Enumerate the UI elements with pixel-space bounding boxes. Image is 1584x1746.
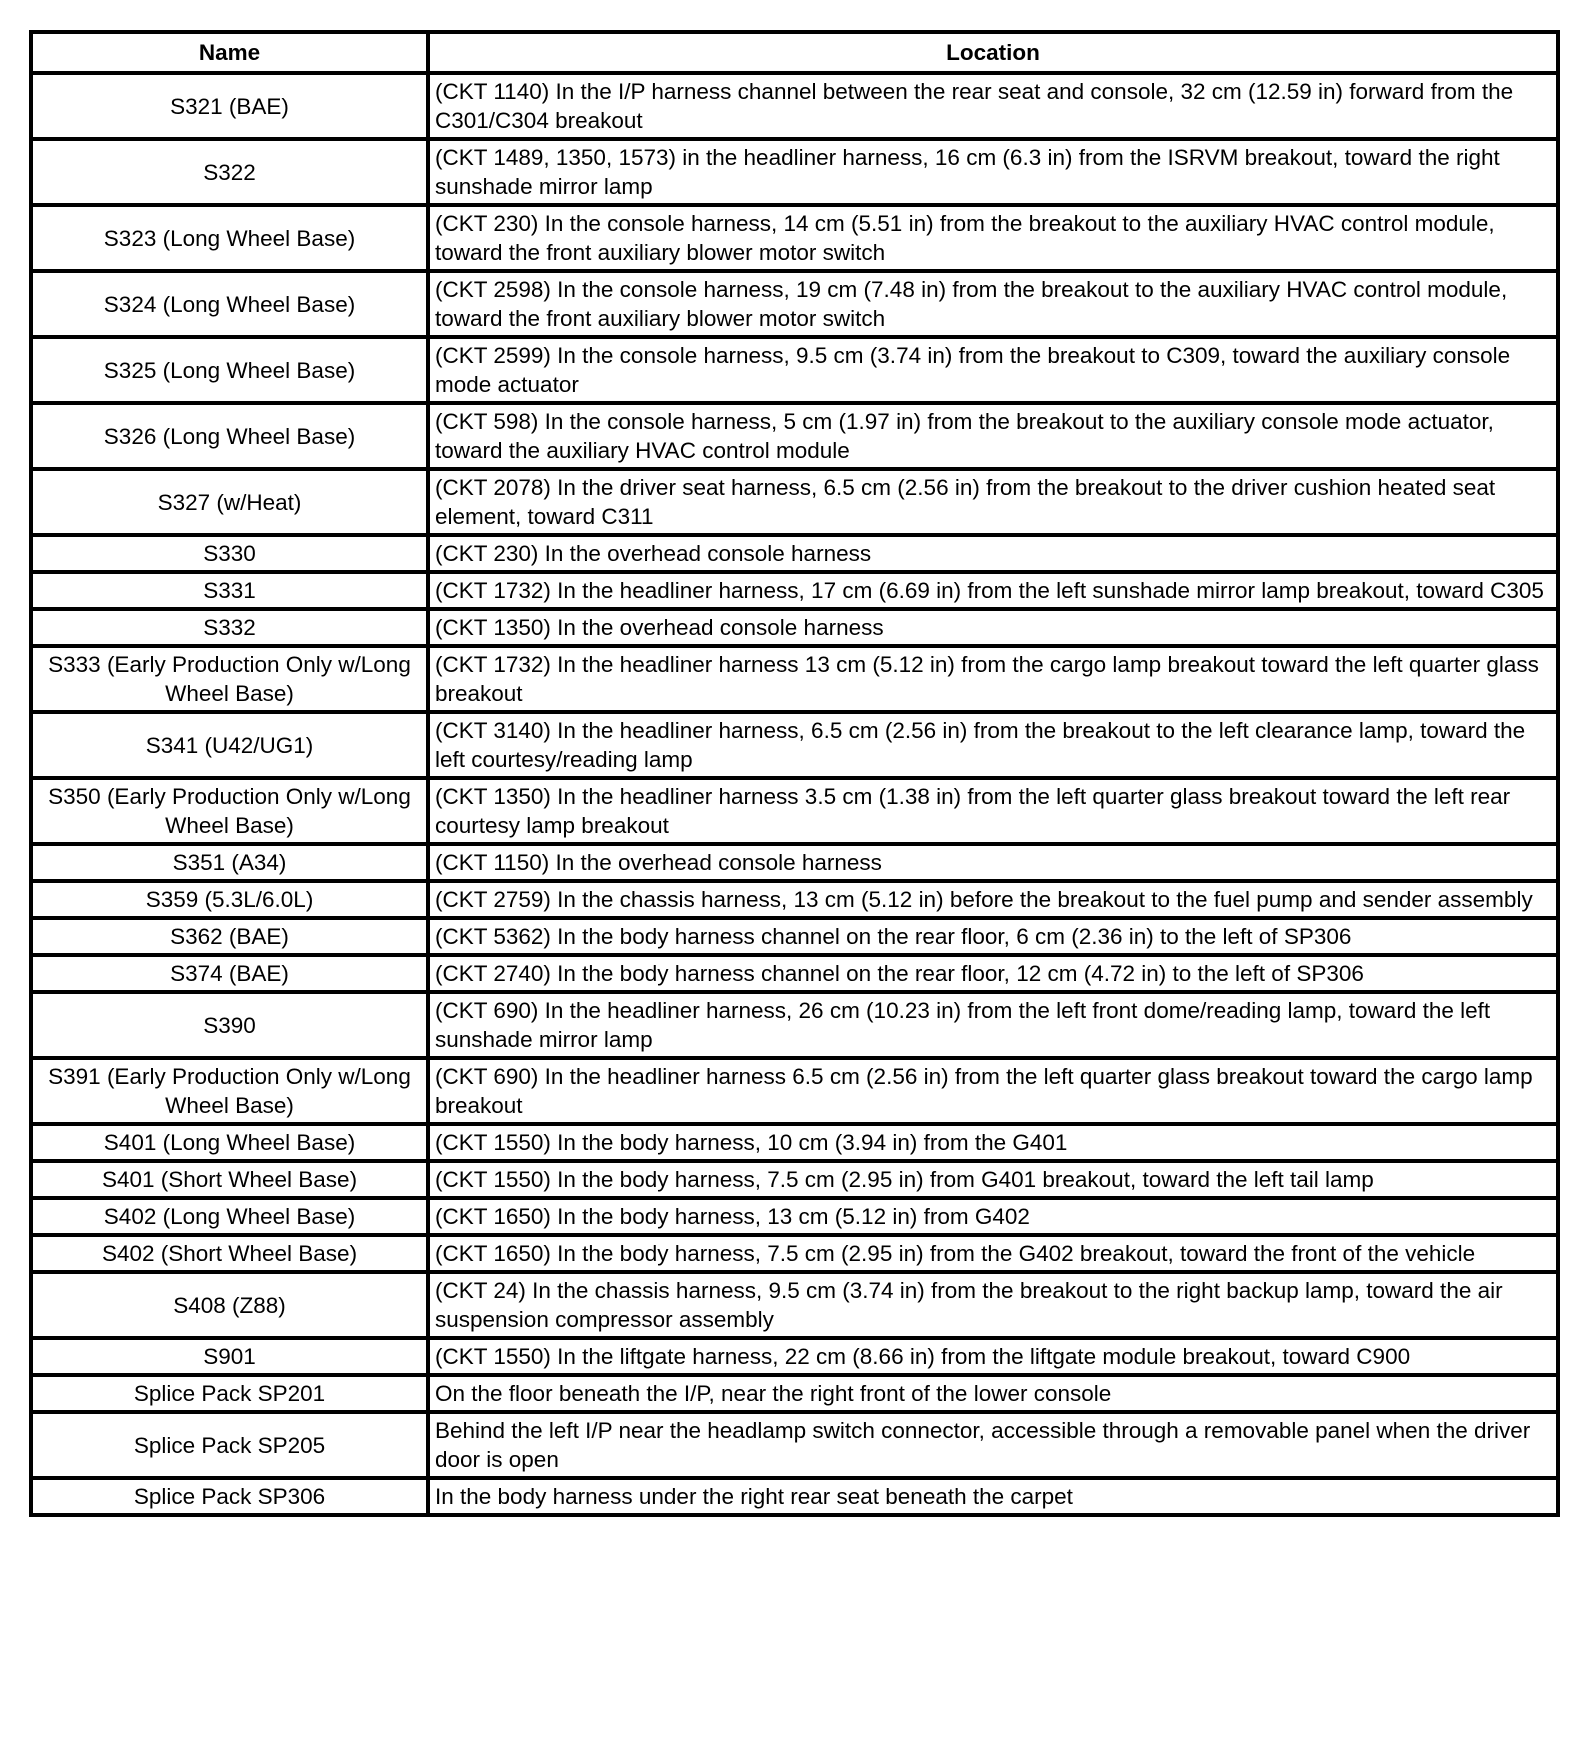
splice-name-cell: S401 (Long Wheel Base) — [31, 1124, 428, 1161]
splice-location-cell: (CKT 2078) In the driver seat harness, 6.5 cm (2.56 in) from the breakout to the driver cushion heated seat element, toward C311 — [428, 469, 1558, 535]
location-column-header: Location — [428, 32, 1558, 73]
splice-name-cell: S408 (Z88) — [31, 1272, 428, 1338]
table-row — [31, 1412, 1558, 1478]
table-row — [31, 646, 1558, 712]
table-row — [31, 1198, 1558, 1235]
splice-name-cell: S326 (Long Wheel Base) — [31, 403, 428, 469]
table-row — [31, 844, 1558, 881]
splice-location-cell: (CKT 1150) In the overhead console harness — [428, 844, 1558, 881]
table-row — [31, 1338, 1558, 1375]
splice-name-cell: Splice Pack SP306 — [31, 1478, 428, 1515]
splice-location-cell: (CKT 230) In the overhead console harness — [428, 535, 1558, 572]
splice-location-cell: (CKT 1732) In the headliner harness 13 cm (5.12 in) from the cargo lamp breakout toward the left quarter glass breakout — [428, 646, 1558, 712]
splice-location-cell: (CKT 3140) In the headliner harness, 6.5 cm (2.56 in) from the breakout to the left clearance lamp, toward the left courtesy/reading lamp — [428, 712, 1558, 778]
splice-name-cell: S323 (Long Wheel Base) — [31, 205, 428, 271]
splice-name-cell: S391 (Early Production Only w/Long Wheel Base) — [31, 1058, 428, 1124]
splice-name-cell: S374 (BAE) — [31, 955, 428, 992]
splice-location-table — [29, 30, 1560, 1517]
splice-name-cell: S331 — [31, 572, 428, 609]
name-column-header: Name — [31, 32, 428, 73]
splice-location-cell: (CKT 1650) In the body harness, 13 cm (5.12 in) from G402 — [428, 1198, 1558, 1235]
splice-location-cell: (CKT 1489, 1350, 1573) in the headliner harness, 16 cm (6.3 in) from the ISRVM breakout, toward the right sunshade mirror lamp — [428, 139, 1558, 205]
splice-name-cell: S390 — [31, 992, 428, 1058]
table-row — [31, 73, 1558, 139]
splice-location-cell: Behind the left I/P near the headlamp switch connector, accessible through a removable panel when the driver door is open — [428, 1412, 1558, 1478]
splice-location-cell: (CKT 230) In the console harness, 14 cm (5.51 in) from the breakout to the auxiliary HVAC control module, toward the front auxiliary blower motor switch — [428, 205, 1558, 271]
splice-location-cell: (CKT 1732) In the headliner harness, 17 cm (6.69 in) from the left sunshade mirror lamp breakout, toward C305 — [428, 572, 1558, 609]
splice-location-cell: (CKT 5362) In the body harness channel on the rear floor, 6 cm (2.36 in) to the left of SP306 — [428, 918, 1558, 955]
table-row — [31, 535, 1558, 572]
table-row — [31, 609, 1558, 646]
splice-location-cell: (CKT 598) In the console harness, 5 cm (1.97 in) from the breakout to the auxiliary console mode actuator, toward the auxiliary HVAC control module — [428, 403, 1558, 469]
table-header-row — [31, 32, 1558, 73]
table-row — [31, 1124, 1558, 1161]
table-row — [31, 337, 1558, 403]
splice-location-cell: (CKT 1550) In the body harness, 7.5 cm (2.95 in) from G401 breakout, toward the left tail lamp — [428, 1161, 1558, 1198]
table-row — [31, 469, 1558, 535]
splice-name-cell: S324 (Long Wheel Base) — [31, 271, 428, 337]
splice-name-cell: Splice Pack SP201 — [31, 1375, 428, 1412]
splice-location-cell: (CKT 2759) In the chassis harness, 13 cm (5.12 in) before the breakout to the fuel pump and sender assembly — [428, 881, 1558, 918]
splice-name-cell: S327 (w/Heat) — [31, 469, 428, 535]
table-row — [31, 712, 1558, 778]
table-row — [31, 403, 1558, 469]
table-row — [31, 918, 1558, 955]
table-row — [31, 572, 1558, 609]
table-row — [31, 1058, 1558, 1124]
splice-name-cell: S325 (Long Wheel Base) — [31, 337, 428, 403]
table-row — [31, 1478, 1558, 1515]
splice-name-cell: S351 (A34) — [31, 844, 428, 881]
splice-name-cell: S321 (BAE) — [31, 73, 428, 139]
splice-name-cell: S901 — [31, 1338, 428, 1375]
splice-location-cell: (CKT 2599) In the console harness, 9.5 cm (3.74 in) from the breakout to C309, toward the auxiliary console mode actuator — [428, 337, 1558, 403]
splice-name-cell: S401 (Short Wheel Base) — [31, 1161, 428, 1198]
splice-location-cell: (CKT 1140) In the I/P harness channel between the rear seat and console, 32 cm (12.59 in) forward from the C301/C304 breakout — [428, 73, 1558, 139]
splice-location-cell: (CKT 690) In the headliner harness, 26 cm (10.23 in) from the left front dome/reading lamp, toward the left sunshade mirror lamp — [428, 992, 1558, 1058]
splice-location-cell: (CKT 2598) In the console harness, 19 cm (7.48 in) from the breakout to the auxiliary HVAC control module, toward the front auxiliary blower motor switch — [428, 271, 1558, 337]
splice-location-cell: (CKT 1350) In the overhead console harness — [428, 609, 1558, 646]
table-row — [31, 1272, 1558, 1338]
table-row — [31, 778, 1558, 844]
table-row — [31, 1161, 1558, 1198]
table-row — [31, 881, 1558, 918]
table-row — [31, 271, 1558, 337]
table-row — [31, 1375, 1558, 1412]
splice-name-cell: S362 (BAE) — [31, 918, 428, 955]
table-row — [31, 1235, 1558, 1272]
splice-name-cell: S333 (Early Production Only w/Long Wheel Base) — [31, 646, 428, 712]
splice-name-cell: S332 — [31, 609, 428, 646]
splice-location-cell: In the body harness under the right rear seat beneath the carpet — [428, 1478, 1558, 1515]
splice-name-cell: S341 (U42/UG1) — [31, 712, 428, 778]
splice-name-cell: S350 (Early Production Only w/Long Wheel Base) — [31, 778, 428, 844]
table-row — [31, 992, 1558, 1058]
table-row — [31, 139, 1558, 205]
splice-location-cell: (CKT 1550) In the body harness, 10 cm (3.94 in) from the G401 — [428, 1124, 1558, 1161]
splice-location-cell: (CKT 2740) In the body harness channel on the rear floor, 12 cm (4.72 in) to the left of SP306 — [428, 955, 1558, 992]
splice-name-cell: Splice Pack SP205 — [31, 1412, 428, 1478]
splice-location-cell: (CKT 24) In the chassis harness, 9.5 cm (3.74 in) from the breakout to the right backup lamp, toward the air suspension compressor assembly — [428, 1272, 1558, 1338]
splice-location-cell: (CKT 690) In the headliner harness 6.5 cm (2.56 in) from the left quarter glass breakout toward the cargo lamp breakout — [428, 1058, 1558, 1124]
splice-name-cell: S359 (5.3L/6.0L) — [31, 881, 428, 918]
splice-name-cell: S322 — [31, 139, 428, 205]
table-row — [31, 955, 1558, 992]
splice-location-cell: (CKT 1350) In the headliner harness 3.5 cm (1.38 in) from the left quarter glass breakout toward the left rear courtesy lamp breakout — [428, 778, 1558, 844]
splice-name-cell: S402 (Long Wheel Base) — [31, 1198, 428, 1235]
table-row — [31, 205, 1558, 271]
splice-name-cell: S402 (Short Wheel Base) — [31, 1235, 428, 1272]
splice-location-cell: (CKT 1550) In the liftgate harness, 22 cm (8.66 in) from the liftgate module breakout, toward C900 — [428, 1338, 1558, 1375]
splice-name-cell: S330 — [31, 535, 428, 572]
splice-location-cell: (CKT 1650) In the body harness, 7.5 cm (2.95 in) from the G402 breakout, toward the front of the vehicle — [428, 1235, 1558, 1272]
splice-location-cell: On the floor beneath the I/P, near the right front of the lower console — [428, 1375, 1558, 1412]
